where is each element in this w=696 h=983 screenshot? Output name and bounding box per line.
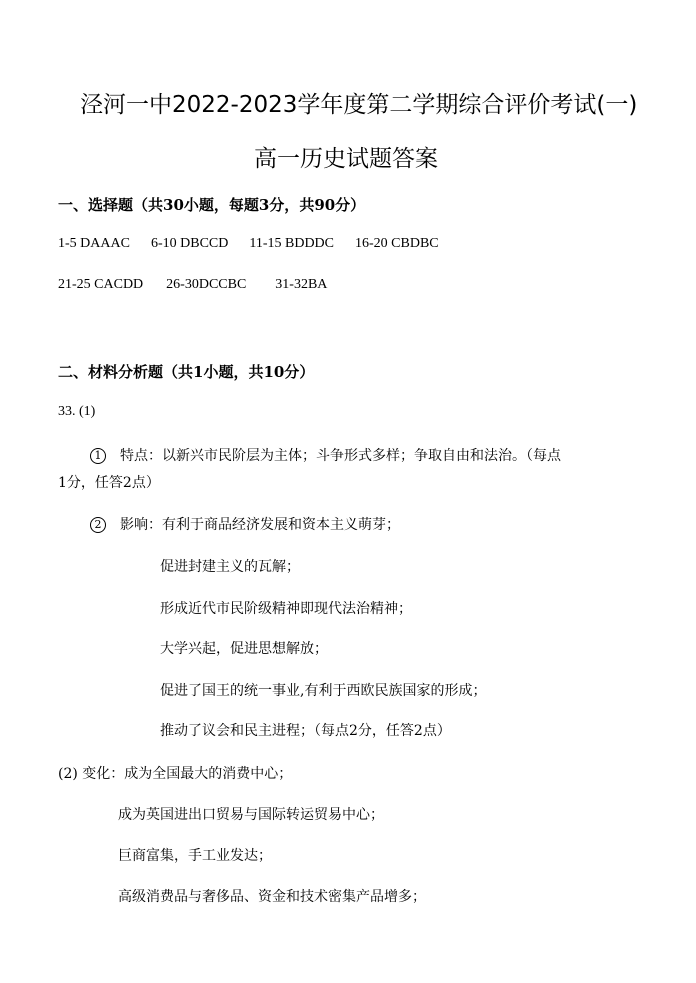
part-2-lead: (2) 变化：成为全国最大的消费中心； bbox=[58, 766, 293, 782]
answer-group: 11-15 BDDDC bbox=[249, 236, 335, 251]
answer-group: 1-5 DAAAC bbox=[58, 236, 130, 251]
change-item: 高级消费品与奢侈品、资金和技术密集产品增多； bbox=[118, 889, 426, 905]
impact-item: 大学兴起，促进思想解放； bbox=[160, 641, 328, 657]
answer-group: 31-32BA bbox=[275, 277, 328, 292]
impact-item: 形成近代市民阶级精神即现代法治精神； bbox=[160, 601, 412, 617]
answer-group: 16-20 CBDBC bbox=[355, 236, 439, 251]
answers-row-2 bbox=[58, 277, 327, 293]
question-33-label: 33. (1) bbox=[58, 404, 96, 419]
circled-number-1-icon: 1 bbox=[90, 448, 106, 464]
impact-item: 推动了议会和民主进程；（每点2分，任答2点） bbox=[160, 723, 451, 739]
change-item: 巨商富集，手工业发达； bbox=[118, 848, 272, 864]
answers-row-1 bbox=[58, 236, 439, 252]
section1-heading: 一、选择题（共30小题，每题3分，共90分） bbox=[58, 196, 366, 214]
answer-group: 26-30DCCBC bbox=[166, 277, 247, 292]
point-1-line-1: 1 特点：以新兴市民阶层为主体；斗争形式多样；争取自由和法治。（每点 bbox=[90, 445, 561, 465]
point-2-lead: 2 影响：有利于商品经济发展和资本主义萌芽； bbox=[90, 514, 400, 534]
answer-group: 6-10 DBCCD bbox=[150, 236, 229, 251]
section2-heading: 二、材料分析题（共1小题，共10分） bbox=[58, 363, 315, 381]
document-title: 泾河一中2022-2023学年度第二学期综合评价考试(一) bbox=[80, 92, 638, 118]
circled-number-2-icon: 2 bbox=[90, 517, 106, 533]
change-item: 成为英国进出口贸易与国际转运贸易中心； bbox=[118, 807, 384, 823]
impact-item: 促进了国王的统一事业,有利于西欧民族国家的形成； bbox=[160, 683, 487, 699]
document-subtitle: 高一历史试题答案 bbox=[254, 146, 438, 172]
impact-item: 促进封建主义的瓦解； bbox=[160, 559, 300, 575]
point-1-line-2: 1分，任答2点） bbox=[58, 475, 160, 491]
answer-group: 21-25 CACDD bbox=[58, 277, 144, 292]
